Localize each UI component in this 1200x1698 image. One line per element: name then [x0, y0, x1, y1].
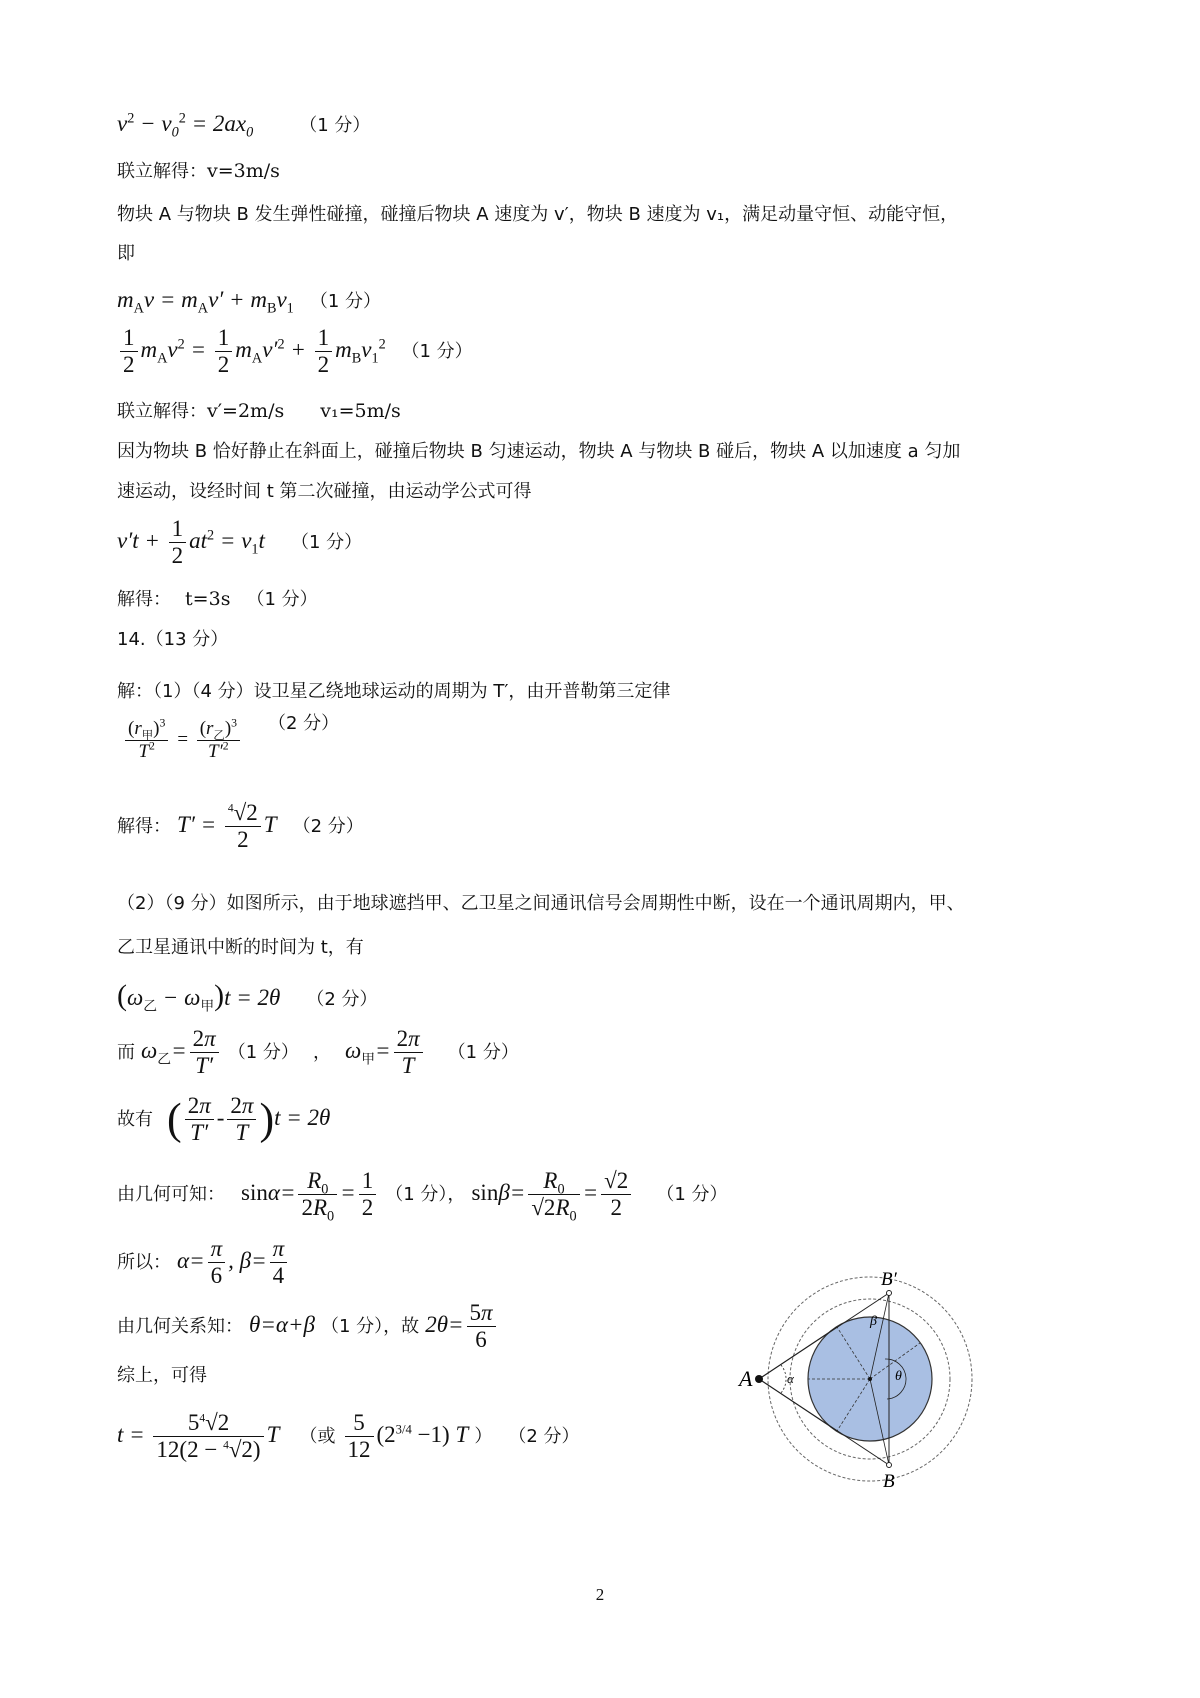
label-b: B — [883, 1471, 895, 1492]
equation-kinematics: $v^2 - v_0^2 = 2ax_0$ （1 分） — [117, 110, 371, 141]
text-line: 速运动，设经时间 t 第二次碰撞，由运动学公式可得 — [117, 481, 532, 502]
score: （2 分） — [306, 989, 378, 1010]
satellite-b-prime-dot — [887, 1291, 892, 1296]
equation-angular: $(\omega_乙 - \omega_甲)t = 2\theta$ （2 分） — [117, 979, 378, 1015]
label-b-prime: B′ — [881, 1269, 897, 1290]
text-line: 综上，可得 — [117, 1365, 207, 1386]
equation-kepler: $\frac{(r_甲)^3}{T^2}$ = $\frac{(r_乙)^3}{T'^2}$ — [122, 718, 243, 763]
label-beta: β — [870, 1314, 877, 1329]
text-line: 因为物块 B 恰好静止在斜面上，碰撞后物块 B 匀速运动，物块 A 与物块 B 碰后，物块 A 以加速度 a 匀加 — [117, 441, 961, 462]
equation-energy: $\frac{1}{2}$ $m_Av^2$ = $\frac{1}{2}$ $m_Av'^2$ + $\frac{1}{2}$ $m_Bv_1^2$ （1 分） — [117, 325, 473, 379]
satellite-a-dot — [755, 1375, 763, 1383]
text-line: 解：（1）（4 分）设卫星乙绕地球运动的周期为 T′，由开普勒第三定律 — [117, 681, 671, 702]
text-line: 解得： t=3s （1 分） — [117, 588, 318, 610]
score: （2 分） — [268, 713, 340, 734]
text-line: 即 — [117, 243, 135, 264]
satellite-b-dot — [887, 1463, 892, 1468]
score: （2 分） — [292, 816, 364, 838]
label-alpha: α — [787, 1371, 794, 1386]
score: （1 分） — [401, 341, 473, 363]
label-theta: θ — [895, 1369, 902, 1384]
page-number: 2 — [595, 1585, 605, 1604]
alpha-arc — [781, 1365, 786, 1393]
equation-theta: 由几何关系知： θ=α+β （1 分），故 2θ= $\frac{5\pi}{6}$ — [117, 1300, 499, 1354]
equation-final: t = $\frac{5^4√2}{12(2 - ^4√2)}$ T （或 $\frac{5}{12}$ $(2^{3/4} -1)$ T ） （2 分） — [117, 1410, 580, 1463]
score: （1 分） — [290, 532, 363, 554]
equation-omega: 而 $\omega_乙=$ $\frac{2\pi}{T'}$ （1 分） ， $\omega_甲=$ $\frac{2\pi}{T}$ （1 分） — [117, 1026, 519, 1079]
equation-momentum: $m_Av = m_Av' + m_Bv_1$ （1 分） — [117, 287, 382, 317]
equation-second-collision: v′t + $\frac{1}{2}$ $at^2 = v_1t$ （1 分） — [117, 516, 363, 569]
text-line: （2）（9 分）如图所示，由于地球遮挡甲、乙卫星之间通讯信号会周期性中断，设在一个通讯周期内，甲、 — [117, 893, 965, 914]
question-heading: 14.（13 分） — [117, 629, 229, 650]
equation-geometry: 由几何可知： sinα= $\frac{R_0}{2R_0}$ = $\frac{1}{2}$ （1 分）， sinβ= $\frac{R_0}{√2R_0}$ = $\frac{√2}{2}$ （1 分） — [117, 1168, 728, 1226]
score: （1 分） — [299, 115, 371, 136]
label-a: A — [739, 1366, 753, 1391]
equation-combined: 故有 ( $\frac{2\pi}{T'}$ - $\frac{2\pi}{T}$ )t = 2θ — [117, 1093, 331, 1146]
earth-center-dot — [868, 1377, 872, 1381]
text-line: 乙卫星通讯中断的时间为 t，有 — [117, 937, 364, 958]
text-line: 联立解得：v′=2m/s v₁=5m/s — [117, 400, 401, 422]
orbit-diagram — [735, 1255, 985, 1495]
equation-angles: 所以： α= $\frac{\pi}{6}$ , β= $\frac{\pi}{4}$ — [117, 1236, 290, 1290]
text-line: 物块 A 与物块 B 发生弹性碰撞，碰撞后物块 A 速度为 v′，物块 B 速度为 v₁，满足动量守恒、动能守恒， — [117, 204, 959, 225]
text-line: 联立解得：v=3m/s — [117, 160, 280, 182]
score: （1 分） — [309, 291, 382, 312]
equation-period-result: 解得： T′ = $\frac{^4√2}{2}$ T （2 分） — [117, 800, 364, 853]
